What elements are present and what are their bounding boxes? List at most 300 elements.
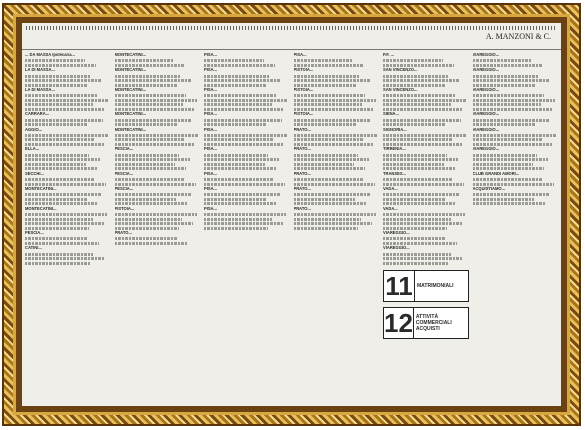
classified-entry [115, 147, 201, 170]
text-line [25, 75, 91, 78]
entry-heading: PRATO... [293, 205, 311, 211]
text-line [25, 193, 101, 196]
text-line [383, 213, 465, 216]
classified-entry [25, 172, 111, 186]
newspaper-page [22, 23, 561, 406]
column-5-entries [383, 53, 469, 265]
entry-heading: VADA... [383, 205, 398, 211]
column-6 [473, 53, 559, 403]
classified-entry [383, 53, 469, 67]
text-line [383, 163, 444, 166]
text-line [294, 222, 373, 225]
section-box-11 [383, 270, 469, 302]
text-line [294, 123, 357, 126]
entry-heading: SIENA... [383, 111, 399, 117]
entry-heading: TRANSEX... [383, 170, 406, 176]
text-line [25, 218, 93, 221]
text-line [25, 59, 85, 62]
classified-entry [115, 231, 201, 245]
entry-heading: VIAREGGIO... [383, 245, 410, 251]
text-line [383, 79, 460, 82]
text-line [473, 202, 546, 205]
text-line [25, 237, 87, 240]
entry-heading: AGGIO... [25, 126, 43, 132]
header-fine-print [26, 26, 557, 30]
entry-heading: ... DA MASSA Ipotecaria... [25, 53, 75, 57]
text-line [383, 134, 467, 137]
classified-entry [473, 88, 559, 111]
classified-entry [294, 112, 380, 126]
text-line [25, 227, 89, 230]
text-line [473, 64, 544, 67]
text-line [383, 183, 464, 186]
entry-heading: PISTOIA... [293, 67, 314, 73]
classified-entry [204, 128, 290, 146]
text-line [294, 79, 371, 82]
classified-entry [204, 207, 290, 230]
classified-entry [204, 53, 290, 67]
text-line [383, 103, 451, 106]
text-line [115, 158, 190, 161]
section-title: MATRIMONIALI [417, 282, 454, 289]
section-number: 11 [384, 271, 415, 301]
text-line [383, 218, 451, 221]
text-line [25, 257, 105, 260]
text-line [294, 154, 358, 157]
text-line [473, 108, 553, 111]
text-line [473, 79, 550, 82]
text-line [294, 167, 366, 170]
classified-entry [294, 128, 380, 146]
text-line [473, 94, 545, 97]
classified-entry [25, 68, 111, 86]
text-line [473, 84, 535, 87]
entry-heading: SIGNORIA... [383, 126, 407, 132]
text-line [25, 242, 99, 245]
page-header [22, 23, 561, 50]
text-line [473, 123, 536, 126]
classified-entry [25, 147, 111, 170]
text-line [25, 64, 96, 67]
text-line [473, 163, 534, 166]
text-line [25, 262, 90, 265]
text-line [115, 79, 192, 82]
classified-entry [383, 172, 469, 186]
text-line [25, 222, 104, 225]
entry-heading: PISA... [204, 146, 217, 152]
text-line [204, 134, 288, 137]
text-line [115, 222, 194, 225]
text-line [25, 202, 98, 205]
classified-entry [115, 68, 201, 86]
text-line [204, 64, 275, 67]
entry-heading: LA DI MASSA... [25, 87, 55, 93]
classified-entry [473, 68, 559, 86]
entry-heading: PESCIA... [114, 146, 134, 152]
classified-entry [383, 147, 469, 170]
text-line [115, 198, 177, 201]
classified-entry [383, 68, 469, 86]
text-line [473, 167, 545, 170]
entry-heading: MONTECATINI... [114, 111, 147, 117]
classified-entry [204, 147, 290, 170]
classified-entry [383, 207, 469, 230]
text-line [25, 158, 100, 161]
text-line [25, 99, 108, 102]
entry-heading: VIAREGGIO... [472, 146, 500, 152]
classified-entry [294, 207, 380, 230]
classified-entry [204, 88, 290, 111]
entry-heading: PRATO... [293, 170, 311, 176]
text-line [473, 193, 549, 196]
entry-heading: PISA... [204, 67, 217, 73]
entry-heading: MONTECATINI... [114, 53, 147, 57]
text-line [204, 123, 267, 126]
classified-entry [115, 187, 201, 205]
classified-entry [294, 172, 380, 186]
text-line [294, 183, 375, 186]
text-line [294, 138, 363, 141]
text-line [294, 94, 366, 97]
classified-entry [383, 246, 469, 264]
entry-heading: PISTOIA... [293, 87, 314, 93]
section-box-12 [383, 307, 469, 339]
text-line [383, 242, 457, 245]
entry-heading: PESCIA... [114, 170, 134, 176]
entry-heading: MONTECATINI... [25, 205, 57, 211]
entry-heading: PRATO... [293, 146, 311, 152]
text-line [473, 59, 533, 62]
entry-heading: PRATO... [293, 186, 311, 192]
text-line [294, 134, 378, 137]
text-line [204, 79, 281, 82]
text-line [294, 193, 370, 196]
text-line [473, 178, 543, 181]
text-line [115, 138, 184, 141]
text-line [294, 59, 354, 62]
text-line [115, 64, 186, 67]
entry-heading: CARRARA... [25, 111, 50, 117]
text-line [473, 119, 551, 122]
text-line [115, 227, 179, 230]
text-line [294, 213, 376, 216]
text-line [25, 183, 106, 186]
classified-entry [115, 128, 201, 146]
text-line [294, 218, 362, 221]
text-line [204, 213, 286, 216]
classified-entry [473, 187, 559, 205]
text-line [25, 123, 88, 126]
text-line [115, 84, 177, 87]
entry-heading: PISA... [204, 87, 217, 93]
text-line [115, 242, 189, 245]
text-line [383, 64, 454, 67]
text-line [25, 94, 97, 97]
text-line [383, 222, 462, 225]
text-line [473, 75, 539, 78]
entry-heading: VIAREGGIO... [472, 87, 500, 93]
text-line [204, 75, 270, 78]
text-line [204, 222, 283, 225]
text-line [25, 143, 105, 146]
text-line [115, 163, 176, 166]
text-line [25, 79, 102, 82]
entry-heading: PESCIA... [25, 230, 44, 236]
classified-entry [473, 147, 559, 170]
classified-entry [25, 231, 111, 245]
text-line [383, 75, 449, 78]
text-line [25, 198, 87, 201]
text-line [115, 59, 175, 62]
classified-entry [383, 88, 469, 111]
entry-heading: PESCIA... [114, 186, 134, 192]
entry-heading: PISA... [204, 170, 217, 176]
classified-entry [115, 88, 201, 111]
text-line [383, 237, 445, 240]
text-line [25, 134, 109, 137]
text-line [204, 167, 276, 170]
text-line [383, 193, 459, 196]
entry-heading: VIAREGGIO... [383, 230, 410, 236]
text-line [25, 103, 93, 106]
entry-heading: TIRRENIA... [383, 146, 406, 152]
text-line [294, 163, 355, 166]
entry-heading: PRATO... [114, 230, 132, 236]
text-line [473, 158, 548, 161]
classified-entry [204, 187, 290, 205]
entry-heading: PISA... [204, 186, 217, 192]
entry-heading: CLUB GRANDI AMORI... [472, 170, 520, 176]
text-line [204, 103, 272, 106]
picture-frame [2, 3, 581, 426]
classified-entry [383, 112, 469, 126]
text-line [294, 198, 356, 201]
classified-entry [115, 172, 201, 186]
classified-entry [473, 172, 559, 186]
text-line [25, 253, 93, 256]
text-line [383, 108, 463, 111]
text-line [25, 178, 95, 181]
text-line [383, 178, 453, 181]
text-line [204, 154, 268, 157]
entry-heading: MONTECATINI... [114, 87, 147, 93]
text-line [204, 198, 266, 201]
text-line [383, 99, 466, 102]
classified-entry [383, 128, 469, 146]
text-line [204, 163, 265, 166]
classified-entry [294, 53, 380, 67]
classified-entry [473, 53, 559, 67]
text-line [115, 123, 178, 126]
entry-heading: PISTOIA... [293, 111, 314, 117]
text-line [383, 94, 455, 97]
classified-entry [25, 53, 111, 67]
text-line [294, 108, 374, 111]
text-line [115, 178, 185, 181]
classified-columns [25, 53, 558, 403]
text-line [115, 103, 183, 106]
text-line [25, 84, 87, 87]
classified-entry [294, 68, 380, 86]
text-line [473, 154, 537, 157]
column-2 [115, 53, 201, 403]
text-line [383, 123, 446, 126]
entry-heading: LA DI MASSA... [25, 67, 55, 73]
text-line [25, 154, 89, 157]
text-line [115, 218, 183, 221]
text-line [383, 202, 456, 205]
column-4 [294, 53, 380, 403]
classified-entry [294, 88, 380, 111]
text-line [25, 108, 105, 111]
classified-entry [204, 172, 290, 186]
text-line [115, 202, 188, 205]
text-line [115, 119, 193, 122]
text-line [204, 119, 282, 122]
entry-heading: ELLA... [25, 146, 40, 152]
text-line [204, 183, 285, 186]
text-line [383, 59, 443, 62]
text-line [294, 64, 365, 67]
entry-heading: VADA... [383, 186, 398, 192]
text-line [294, 202, 367, 205]
classified-entry [204, 68, 290, 86]
entry-heading: PISTOIA... [114, 205, 135, 211]
classified-entry [294, 187, 380, 205]
text-line [473, 143, 553, 146]
text-line [204, 158, 279, 161]
classified-entry [383, 231, 469, 245]
entry-heading: CATINI... [25, 245, 42, 251]
publisher-name: A. MANZONI & C. [485, 32, 551, 41]
entry-heading: MONTECATINI... [114, 126, 147, 132]
text-line [115, 99, 198, 102]
text-line [383, 227, 447, 230]
text-line [115, 193, 191, 196]
classified-entry [294, 147, 380, 170]
classified-entry [25, 207, 111, 230]
text-line [204, 193, 280, 196]
classified-entry [204, 112, 290, 126]
text-line [294, 103, 362, 106]
entry-heading: MONTECATINI... [114, 67, 147, 73]
text-line [294, 158, 369, 161]
text-line [383, 262, 448, 265]
entry-heading: PISA... [204, 205, 217, 211]
text-line [115, 143, 195, 146]
text-line [204, 108, 284, 111]
text-line [25, 213, 107, 216]
text-line [115, 237, 177, 240]
text-line [294, 75, 360, 78]
entry-heading: SAN VINCENZO... [383, 87, 418, 93]
section-title: ATTIVITÀ COMMERCIALI ACQUISTI [415, 313, 452, 332]
column-1 [25, 53, 111, 403]
entry-heading: VIAREGGIO... [472, 126, 500, 132]
text-line [25, 167, 97, 170]
entry-heading: PISA... [293, 53, 307, 57]
text-line [294, 99, 377, 102]
text-line [204, 227, 268, 230]
text-line [473, 198, 535, 201]
column-5 [383, 53, 469, 403]
classified-entry [383, 187, 469, 205]
text-line [473, 183, 554, 186]
text-line [383, 257, 463, 260]
text-line [204, 218, 272, 221]
text-line [294, 84, 356, 87]
text-line [204, 94, 276, 97]
classified-entry [473, 128, 559, 146]
classified-entry [25, 187, 111, 205]
text-line [25, 163, 86, 166]
text-line [25, 138, 94, 141]
text-line [204, 59, 264, 62]
text-line [115, 167, 187, 170]
text-line [294, 143, 374, 146]
entry-heading: PISA... [204, 126, 217, 132]
entry-heading: MONTECATINI... [25, 186, 57, 192]
text-line [204, 138, 273, 141]
classified-entry [25, 112, 111, 126]
text-line [383, 167, 455, 170]
classified-entry [115, 53, 201, 67]
text-line [115, 183, 196, 186]
text-line [473, 134, 557, 137]
text-line [115, 94, 187, 97]
text-line [204, 99, 287, 102]
text-line [383, 84, 445, 87]
text-line [383, 198, 445, 201]
text-line [204, 178, 274, 181]
text-line [383, 158, 458, 161]
entry-heading: PRATO... [293, 126, 311, 132]
entry-heading: PISA... [204, 111, 217, 117]
text-line [383, 154, 447, 157]
text-line [383, 119, 461, 122]
text-line [115, 213, 197, 216]
classified-entry [25, 246, 111, 264]
column-3 [204, 53, 290, 403]
text-line [204, 84, 266, 87]
entry-heading: VIAREGGIO... [472, 53, 500, 57]
entry-heading: PISA... [204, 53, 217, 57]
text-line [115, 75, 181, 78]
text-line [294, 119, 372, 122]
text-line [383, 143, 463, 146]
entry-heading: VIAREGGIO... [472, 67, 500, 73]
text-line [25, 119, 103, 122]
entry-heading: SECCHI... [25, 170, 44, 176]
text-line [115, 134, 199, 137]
text-line [204, 202, 277, 205]
entry-heading: VIAREGGIO... [472, 111, 500, 117]
text-line [473, 138, 542, 141]
classified-entry [25, 88, 111, 111]
classified-entry [115, 207, 201, 230]
text-line [473, 99, 556, 102]
entry-heading: ACQUISTIAMO... [472, 186, 506, 192]
text-line [383, 253, 451, 256]
classified-entry [115, 112, 201, 126]
entry-heading: SAN VINCENZO... [383, 67, 418, 73]
text-line [204, 143, 284, 146]
text-line [294, 178, 364, 181]
classified-entry [25, 128, 111, 146]
text-line [294, 227, 358, 230]
text-line [473, 103, 541, 106]
section-number: 12 [384, 307, 413, 338]
